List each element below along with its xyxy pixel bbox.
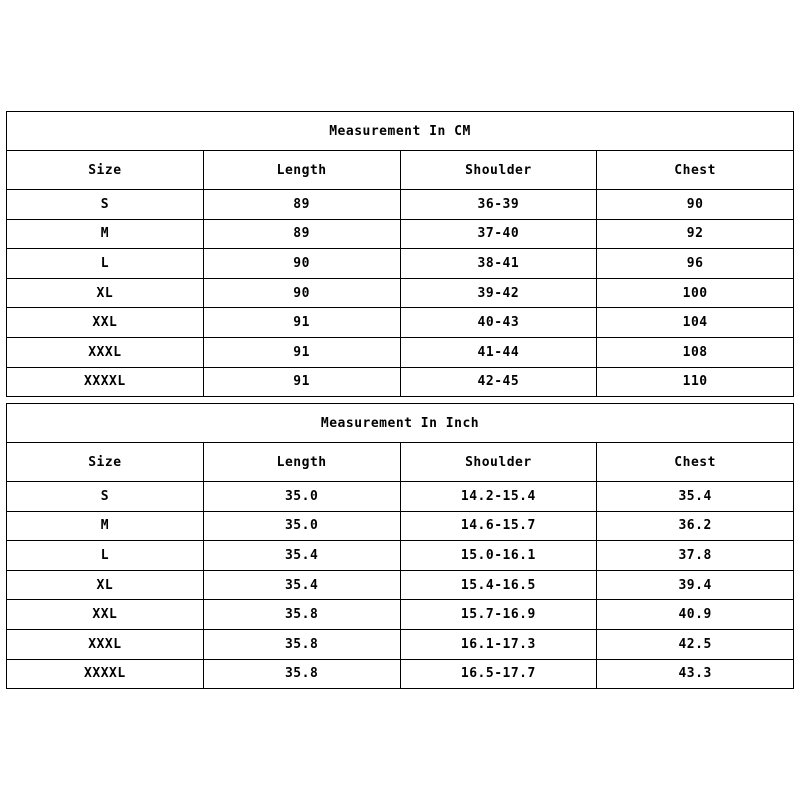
table-row — [7, 367, 794, 397]
cell-length: 35.8 — [203, 600, 400, 630]
cell-shoulder: 39-42 — [400, 278, 597, 308]
cell-chest: 100 — [597, 278, 794, 308]
cell-size: L — [7, 541, 204, 571]
column-header-length: Length — [203, 443, 400, 482]
table-row — [7, 629, 794, 659]
cell-length: 35.8 — [203, 659, 400, 689]
table-row — [7, 541, 794, 571]
cell-shoulder: 38-41 — [400, 249, 597, 279]
cell-chest: 104 — [597, 308, 794, 338]
table-row — [7, 511, 794, 541]
cell-length: 90 — [203, 278, 400, 308]
cell-length: 89 — [203, 190, 400, 220]
cell-length: 90 — [203, 249, 400, 279]
cell-shoulder: 14.2-15.4 — [400, 482, 597, 512]
cell-shoulder: 41-44 — [400, 337, 597, 367]
cell-shoulder: 42-45 — [400, 367, 597, 397]
cell-chest: 43.3 — [597, 659, 794, 689]
cell-size: M — [7, 219, 204, 249]
table-title-row — [7, 404, 794, 443]
table-title: Measurement In CM — [7, 112, 794, 151]
table-title-row — [7, 112, 794, 151]
column-header-length: Length — [203, 151, 400, 190]
table-row — [7, 278, 794, 308]
cell-length: 91 — [203, 337, 400, 367]
cell-length: 35.4 — [203, 570, 400, 600]
column-header-size: Size — [7, 151, 204, 190]
cell-shoulder: 15.7-16.9 — [400, 600, 597, 630]
table-row — [7, 249, 794, 279]
cell-chest: 96 — [597, 249, 794, 279]
table-row — [7, 600, 794, 630]
cell-chest: 90 — [597, 190, 794, 220]
cell-shoulder: 40-43 — [400, 308, 597, 338]
size-table-cm — [6, 111, 794, 397]
table-row — [7, 219, 794, 249]
column-header-chest: Chest — [597, 151, 794, 190]
cell-size: M — [7, 511, 204, 541]
cell-shoulder: 15.0-16.1 — [400, 541, 597, 571]
cell-size: XXL — [7, 308, 204, 338]
cell-chest: 92 — [597, 219, 794, 249]
cell-shoulder: 15.4-16.5 — [400, 570, 597, 600]
cell-chest: 35.4 — [597, 482, 794, 512]
cell-length: 91 — [203, 308, 400, 338]
cell-size: XXXXL — [7, 659, 204, 689]
cell-shoulder: 14.6-15.7 — [400, 511, 597, 541]
table-title: Measurement In Inch — [7, 404, 794, 443]
column-header-chest: Chest — [597, 443, 794, 482]
cell-size: XXL — [7, 600, 204, 630]
cell-size: XL — [7, 570, 204, 600]
table-row — [7, 659, 794, 689]
column-header-shoulder: Shoulder — [400, 151, 597, 190]
table-row — [7, 570, 794, 600]
cell-size: XXXL — [7, 629, 204, 659]
cell-length: 91 — [203, 367, 400, 397]
cell-size: S — [7, 190, 204, 220]
cell-length: 35.0 — [203, 511, 400, 541]
cell-size: XXXXL — [7, 367, 204, 397]
table-header-row — [7, 151, 794, 190]
table-header-row — [7, 443, 794, 482]
cell-shoulder: 36-39 — [400, 190, 597, 220]
cell-chest: 36.2 — [597, 511, 794, 541]
column-header-size: Size — [7, 443, 204, 482]
size-table-inch — [6, 403, 794, 689]
cell-shoulder: 37-40 — [400, 219, 597, 249]
cell-size: S — [7, 482, 204, 512]
column-header-shoulder: Shoulder — [400, 443, 597, 482]
cell-size: XL — [7, 278, 204, 308]
cell-chest: 37.8 — [597, 541, 794, 571]
cell-chest: 110 — [597, 367, 794, 397]
cell-chest: 39.4 — [597, 570, 794, 600]
cell-length: 35.4 — [203, 541, 400, 571]
cell-shoulder: 16.5-17.7 — [400, 659, 597, 689]
cell-length: 35.8 — [203, 629, 400, 659]
table-row — [7, 190, 794, 220]
cell-size: XXXL — [7, 337, 204, 367]
cell-length: 89 — [203, 219, 400, 249]
cell-chest: 108 — [597, 337, 794, 367]
cell-shoulder: 16.1-17.3 — [400, 629, 597, 659]
cell-chest: 40.9 — [597, 600, 794, 630]
cell-length: 35.0 — [203, 482, 400, 512]
cell-chest: 42.5 — [597, 629, 794, 659]
table-row — [7, 482, 794, 512]
cell-size: L — [7, 249, 204, 279]
table-row — [7, 308, 794, 338]
table-row — [7, 337, 794, 367]
